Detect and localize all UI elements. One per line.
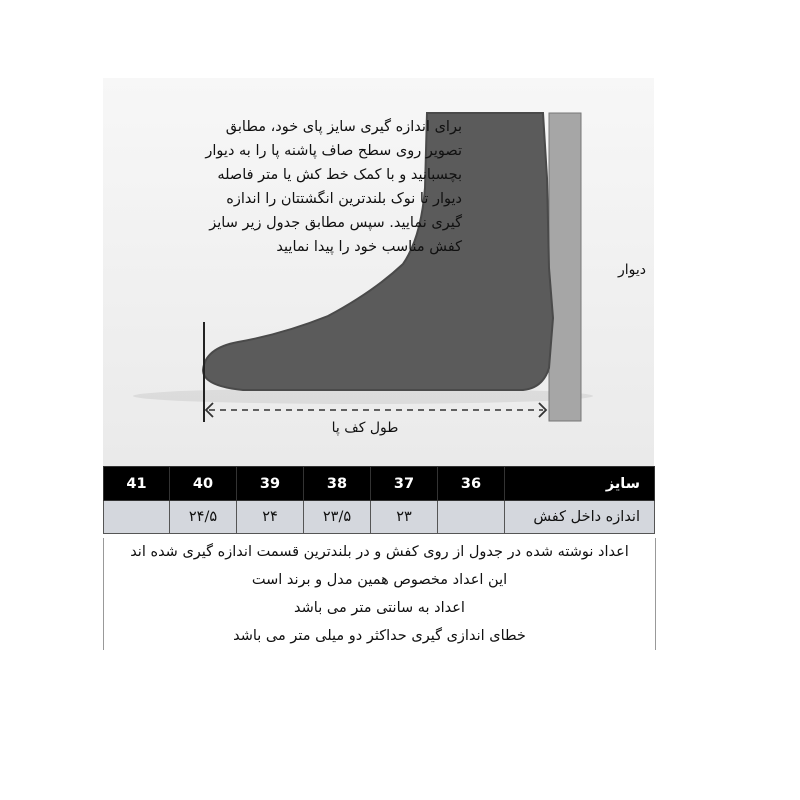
- note-line: اعداد نوشته شده در جدول از روی کفش و در بلندترین قسمت اندازه گیری شده اند: [130, 544, 629, 560]
- notes-section: [103, 538, 656, 650]
- size-cell: 38: [304, 467, 371, 501]
- size-row: [104, 467, 655, 501]
- note-line: خطای اندازی گیری حداکثر دو میلی متر می باشد: [233, 628, 526, 644]
- inner-cell: ۲۴: [237, 501, 304, 534]
- size-cell: 37: [371, 467, 438, 501]
- size-header: سایز: [505, 467, 655, 501]
- inner-cell: ۲۳/۵: [304, 501, 371, 534]
- inner-cell: ۲۴/۵: [170, 501, 237, 534]
- instruction-line: بچسبانید و با کمک خط کش یا متر فاصله: [217, 167, 462, 183]
- note-line: اعداد به سانتی متر می باشد: [294, 600, 465, 616]
- instruction-line: برای اندازه گیری سایز پای خود، مطابق: [225, 119, 462, 135]
- inner-cell: ۲۳: [371, 501, 438, 534]
- size-cell: 41: [104, 467, 170, 501]
- size-cell: 36: [438, 467, 505, 501]
- wall-shape: [549, 113, 581, 421]
- inner-cell: [438, 501, 505, 534]
- instruction-line: دیوار تا نوک بلندترین انگشتتان را اندازه: [226, 191, 462, 207]
- foot-length-label: طول کف پا: [331, 420, 399, 436]
- instruction-line: کفش مناسب خود را پیدا نمایید: [276, 239, 462, 255]
- inner-length-header: اندازه داخل کفش: [505, 501, 655, 534]
- inner-cell: [104, 501, 170, 534]
- size-table: [103, 466, 655, 534]
- instruction-line: تصویر روی سطح صاف پاشنه پا را به دیوار: [205, 143, 462, 159]
- wall-label: دیوار: [617, 262, 646, 278]
- note-line: این اعداد مخصوص همین مدل و برند است: [251, 572, 508, 588]
- inner-length-row: [104, 501, 655, 534]
- instruction-line: گیری نمایید. سپس مطابق جدول زیر سایز: [209, 215, 462, 231]
- size-cell: 40: [170, 467, 237, 501]
- size-cell: 39: [237, 467, 304, 501]
- instructions-text: [160, 115, 462, 259]
